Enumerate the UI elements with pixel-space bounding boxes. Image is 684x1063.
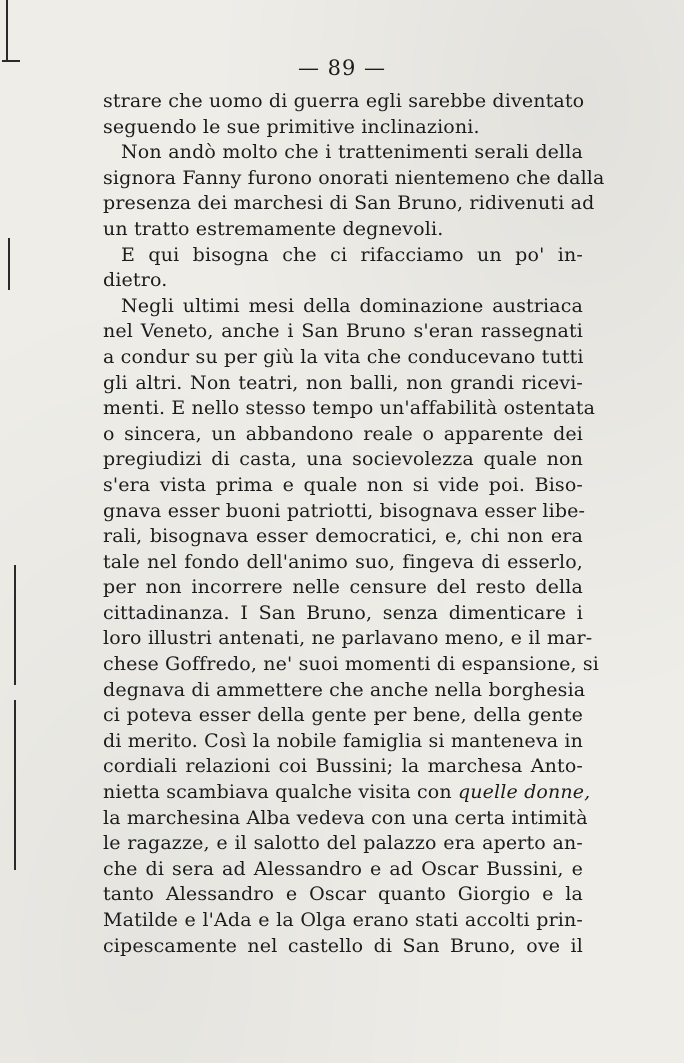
- text-line: Matilde e l'Ada e la Olga erano stati accolti prin-: [103, 909, 583, 931]
- text-line: strare che uomo di guerra egli sarebbe diventato: [103, 90, 585, 112]
- text-line: presenza dei marchesi di San Bruno, ridivenuti ad: [103, 192, 595, 215]
- text-line: gli altri. Non teatri, non balli, non grandi ricevi-: [103, 371, 583, 394]
- text-line: per non incorrere nelle censure del resto della: [103, 576, 583, 599]
- scan-edge-mark-top: [6, 0, 8, 62]
- text-line: dietro.: [103, 269, 168, 292]
- text-line: loro illustri antenati, ne parlavano meno, e il mar-: [103, 627, 593, 650]
- text-line: signora Fanny furono onorati nientemeno che dalla: [103, 166, 605, 189]
- text-line: degnava di ammettere che anche nella borghesia: [103, 678, 586, 701]
- text-line: un tratto estremamente degnevoli.: [103, 217, 444, 240]
- scan-edge-mark-left-1: [8, 238, 10, 290]
- text-line: Non andò molto che i trattenimenti serali della: [121, 141, 583, 164]
- text-line: a condur su per giù la vita che conducevano tutti: [103, 345, 584, 368]
- text-line: le ragazze, e il salotto del palazzo era aperto an-: [103, 832, 583, 855]
- text-line: cipescamente nel castello di San Bruno, ove il: [103, 934, 583, 957]
- text-line: menti. E nello stesso tempo un'affabilità ostentata: [103, 397, 596, 420]
- text-line: E qui bisogna che ci rifacciamo un po' in-: [121, 243, 583, 266]
- text-line: nietta scambiava qualche visita con quelle donne,: [103, 781, 591, 804]
- page-number: — 89 —: [297, 56, 387, 80]
- text-line: di merito. Così la nobile famiglia si manteneva in: [103, 729, 583, 752]
- text-line: nel Veneto, anche i San Bruno s'eran rassegnati: [103, 320, 583, 343]
- italic-phrase: quelle donne,: [457, 781, 591, 804]
- text-line: seguendo le sue primitive inclinazioni.: [103, 115, 480, 138]
- text-line: o sincera, un abbandono reale o apparente dei: [103, 422, 583, 445]
- text-line: tanto Alessandro e Oscar quanto Giorgio e la: [103, 883, 583, 906]
- text-line: rali, bisognava esser democratici, e, chi non era: [103, 525, 583, 548]
- scan-edge-mark-left-3: [14, 700, 16, 870]
- text-line: cordiali relazioni coi Bussini; la marchesa Anto-: [103, 755, 583, 778]
- text-line: ci poteva esser della gente per bene, della gente: [103, 704, 583, 727]
- text-line: s'era vista prima e quale non si vide poi. Biso-: [103, 473, 583, 496]
- scan-edge-mark-left-2: [14, 565, 16, 685]
- text-line: gnava esser buoni patriotti, bisognava esser libe-: [103, 499, 586, 522]
- text-line: pregiudizi di casta, una socievolezza quale non: [103, 448, 583, 471]
- body-text: [103, 89, 605, 959]
- text-line: chese Goffredo, ne' suoi momenti di espansione, si: [103, 653, 599, 676]
- text-line: che di sera ad Alessandro e ad Oscar Bussini, e: [103, 857, 583, 880]
- text-line: Negli ultimi mesi della dominazione austriaca: [121, 294, 583, 317]
- text-line: tale nel fondo dell'animo suo, fingeva di esserlo,: [103, 550, 583, 573]
- text-line: la marchesina Alba vedeva con una certa intimità: [103, 806, 588, 829]
- text-line: cittadinanza. I San Bruno, senza dimenticare i: [103, 601, 583, 624]
